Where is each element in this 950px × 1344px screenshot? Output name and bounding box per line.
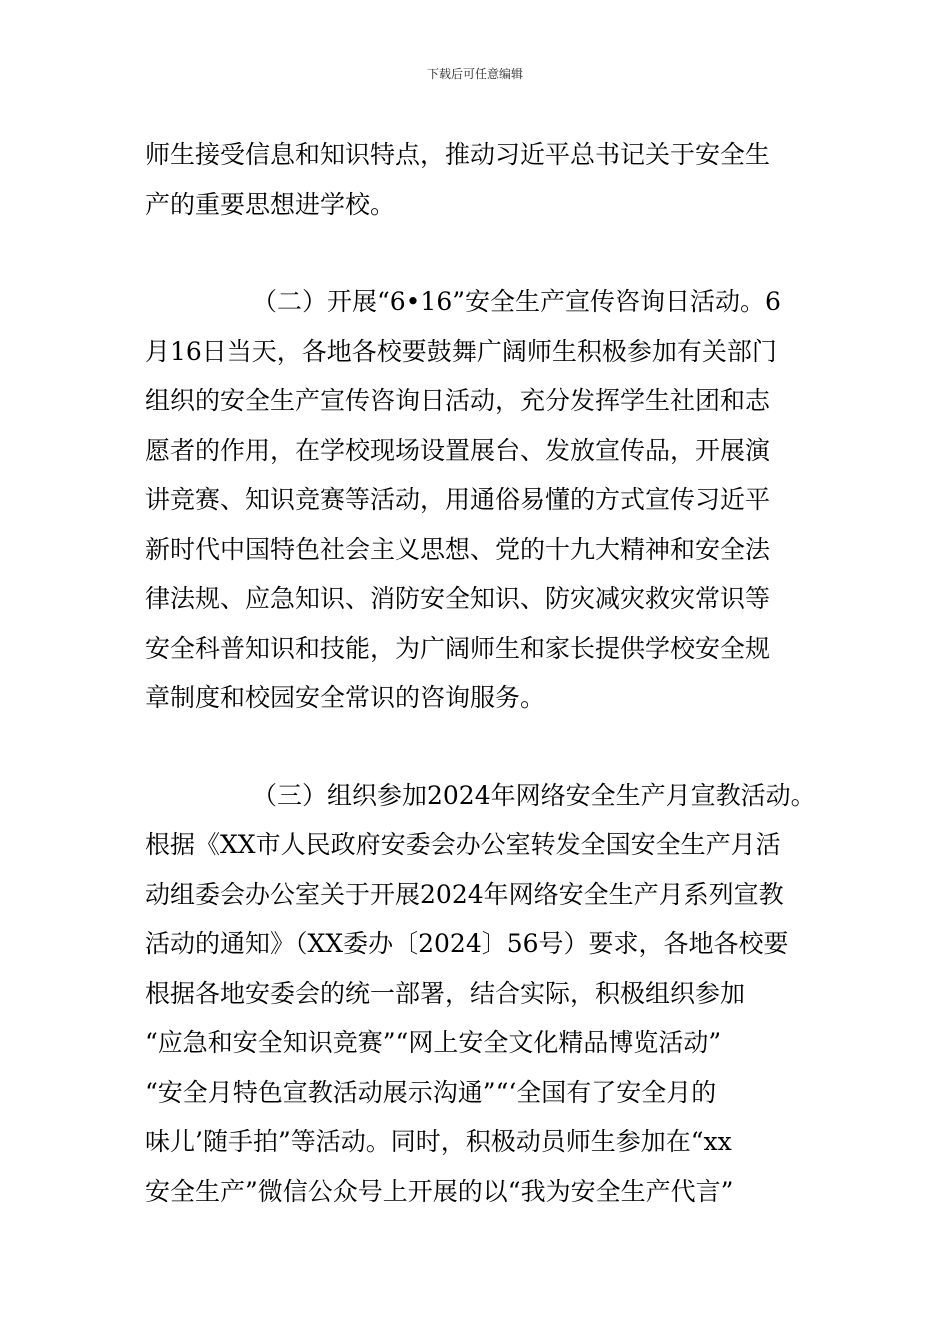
text-line: 月16日当天，各地各校要鼓舞广阔师生积极参加有关部门 [145,336,777,366]
paragraph-gap [145,229,815,277]
text-line: 味儿’随手拍”等活动。同时，积极动员师生参加在“xx [145,1127,732,1156]
page-header-note: 下载后可任意编辑 [426,67,523,81]
paragraph-section-2 [145,277,815,723]
section-heading-line: （二）开展“6•16”安全生产宣传咨询日活动。6 [252,287,781,316]
text-line: 安全科普知识和技能，为广阔师生和家长提供学校安全规 [145,633,771,663]
text-line: 组织的安全生产宣传咨询日活动，充分发挥学生社团和志 [145,386,771,415]
text-line: 章制度和校园安全常识的咨询服务。 [145,683,546,712]
document-body [145,130,815,1216]
text-line: “应急和安全知识竞赛”“网上安全文化精品博览活动” [145,1028,722,1057]
text-line: 根据《XX市人民政府安委会办公室转发全国安全生产月活 [145,830,781,859]
text-line: 动组委会办公室关于开展2024年网络安全生产月系列宣教 [145,879,784,909]
text-line: 活动的通知》（XX委办〔2024〕56号）要求，各地各校要 [145,929,789,958]
text-line: 律法规、应急知识、消防安全知识、防灾减灾救灾常识等 [145,584,771,613]
text-line: 愿者的作用，在学校现场设置展台、发放宣传品，开展演 [145,435,771,465]
text-line: 根据各地安委会的统一部署，结合实际，积极组织参加 [145,978,746,1008]
text-line: 讲竞赛、知识竞赛等活动，用通俗易懂的方式宣传习近平 [145,485,771,514]
text-line: 师生接受信息和知识特点，推动习近平总书记关于安全生 [145,140,771,169]
section-heading-line: （三）组织参加2024年网络安全生产月宣教活动。 [252,780,816,810]
paragraph-section-3 [145,771,815,1217]
paragraph-gap [145,723,815,771]
text-line: 产的重要思想进学校。 [145,189,396,219]
text-line: “安全月特色宣教活动展示沟通”“‘全国有了安全月的 [145,1077,717,1107]
paragraph-continuation [145,130,815,229]
text-line: 新时代中国特色社会主义思想、党的十九大精神和安全法 [145,534,771,564]
text-line: 安全生产”微信公众号上开展的以“我为安全生产代言” [145,1176,734,1206]
